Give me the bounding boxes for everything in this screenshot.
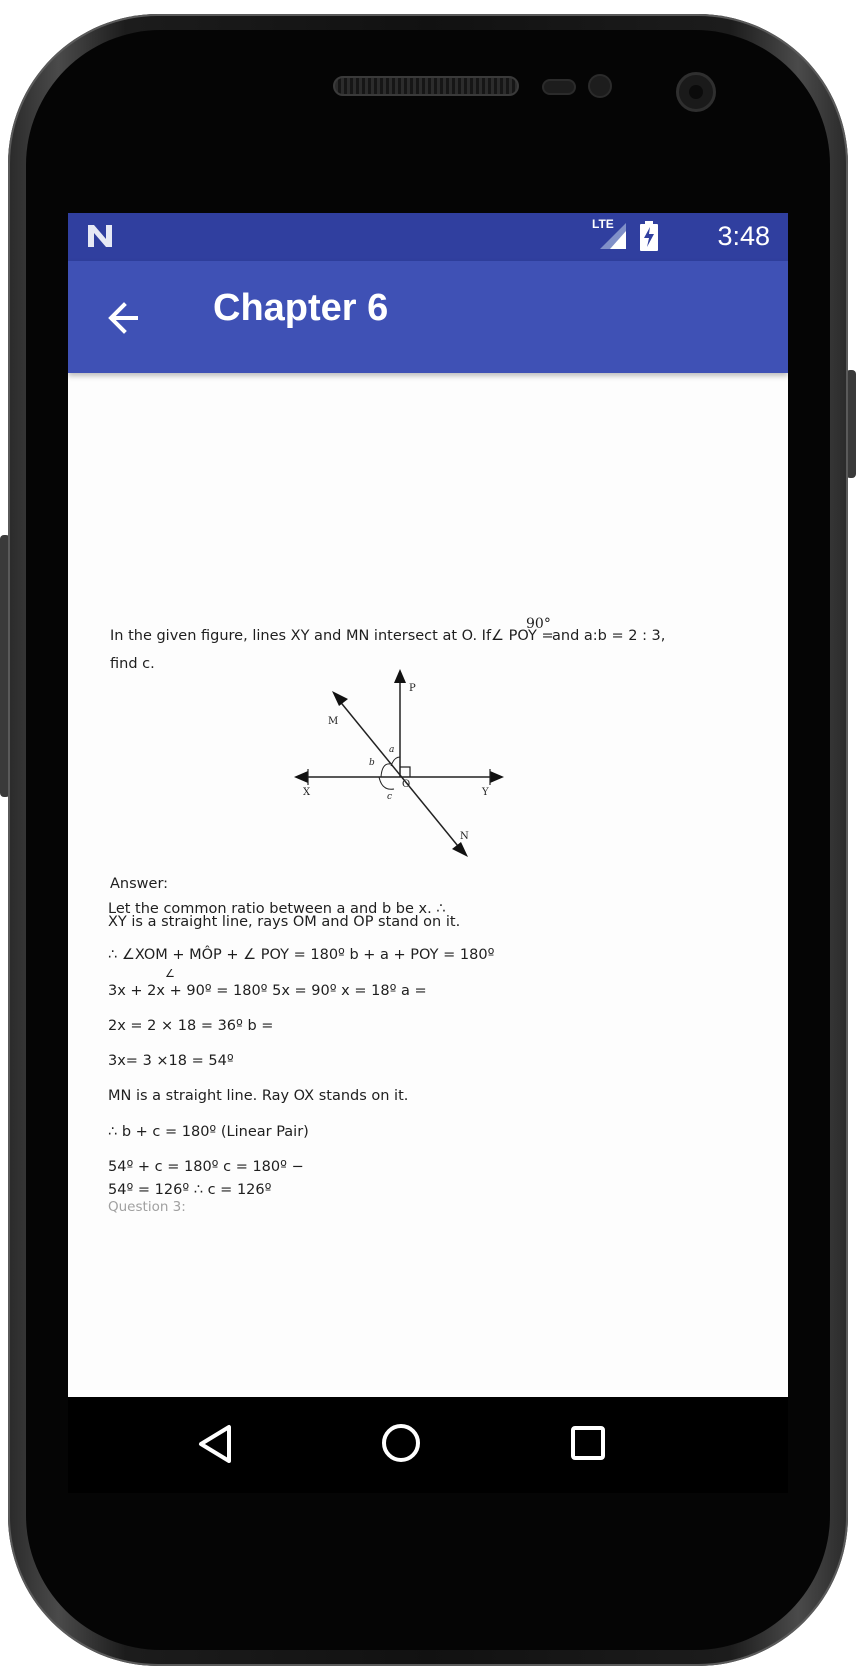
label-n: N (460, 831, 469, 842)
answer-line-10: 54º = 126º ∴ c = 126º (108, 1182, 272, 1198)
status-bar (68, 213, 788, 261)
label-m: M (328, 716, 339, 727)
arrow-n (452, 842, 468, 857)
intersecting-lines-figure (290, 663, 508, 863)
label-p: P (409, 683, 416, 694)
arrow-x (294, 771, 308, 783)
screen (68, 213, 788, 1493)
square-recents-icon (573, 1428, 603, 1458)
navigation-bar (68, 1397, 788, 1493)
arrow-y (490, 771, 504, 783)
answer-line-8: ∴ b + c = 180º (Linear Pair) (108, 1124, 309, 1140)
label-c: c (387, 792, 393, 802)
question-text-line1 (110, 628, 554, 644)
answer-angle-mark: ∠ (165, 967, 175, 980)
answer-line-9: 54º + c = 180º c = 180º − (108, 1159, 304, 1175)
status-time: 3:48 (717, 221, 770, 251)
answer-line-2: XY is a straight line, rays OM and OP stand on it. (108, 914, 461, 930)
triangle-back-icon (201, 1427, 229, 1461)
arrow-p (394, 669, 406, 683)
notification-n-icon (86, 223, 114, 249)
answer-line-7: MN is a straight line. Ray OX stands on it. (108, 1088, 409, 1104)
proximity-sensor (542, 79, 576, 95)
answer-heading: Answer: (110, 876, 169, 892)
front-camera (676, 72, 716, 112)
question-prefix: In the given figure, lines XY and MN intersect at O. If∠ POY = (110, 628, 554, 644)
nav-home-button[interactable] (380, 1422, 422, 1464)
label-o: O (402, 779, 411, 790)
angle-value: 90° (526, 616, 551, 632)
circle-home-icon (384, 1426, 418, 1460)
answer-line-4: 3x + 2x + 90º = 180º 5x = 90º x = 18º a = (108, 983, 427, 999)
battery-charging-icon (640, 221, 658, 251)
page-title: Chapter 6 (213, 287, 389, 329)
signal-icon (598, 223, 628, 251)
back-button[interactable] (98, 291, 152, 345)
chapter-content (68, 373, 788, 1333)
light-sensor (588, 74, 612, 98)
earpiece-speaker (333, 76, 519, 96)
next-question-label: Question 3: (108, 1199, 186, 1215)
question-suffix: and a:b = 2 : 3, (552, 628, 666, 644)
network-type-label: LTE (592, 217, 614, 231)
answer-line-1: Let the common ratio between a and b be x. ∴ (108, 901, 446, 917)
answer-line-5: 2x = 2 × 18 = 36º b = (108, 1018, 274, 1034)
arrow-m (332, 691, 348, 706)
right-angle-marker (400, 767, 410, 777)
label-y: Y (482, 787, 489, 798)
answer-line-6: 3x= 3 ×18 = 54º (108, 1053, 234, 1069)
app-bar (68, 261, 788, 373)
nav-recents-button[interactable] (570, 1425, 606, 1461)
label-b: b (369, 758, 375, 768)
question-text-line2: find c. (110, 656, 155, 672)
arrow-back-icon (98, 291, 152, 345)
label-a: a (389, 745, 395, 755)
nav-back-button[interactable] (195, 1423, 235, 1465)
label-x: X (303, 787, 311, 798)
answer-line-3: ∴ ∠XOM + MÔP + ∠ POY = 180º b + a + POY = 180º (108, 947, 495, 963)
